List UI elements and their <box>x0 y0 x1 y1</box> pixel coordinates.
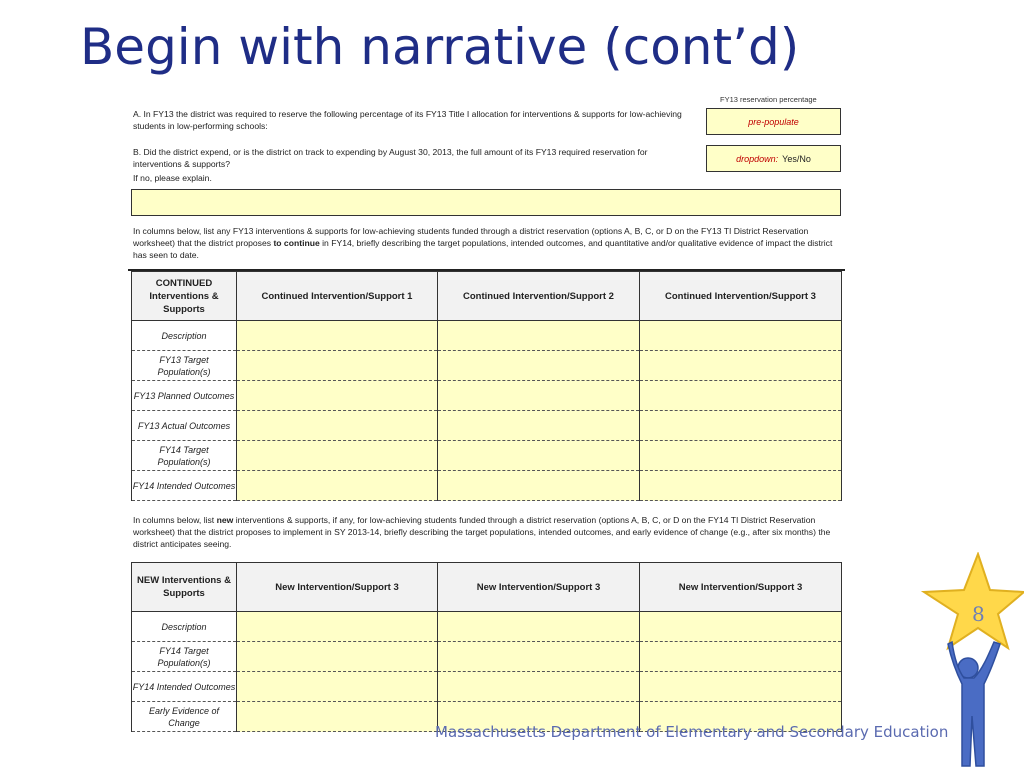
input-cell[interactable] <box>438 612 640 642</box>
row-label: FY14 Target Population(s) <box>132 441 237 471</box>
dropdown-prefix: dropdown: <box>736 153 779 164</box>
column-header: New Intervention/Support 3 <box>237 563 438 612</box>
row-label: Description <box>132 321 237 351</box>
table-header-row <box>132 272 842 321</box>
input-cell[interactable] <box>237 702 438 732</box>
input-cell[interactable] <box>438 642 640 672</box>
continued-interventions-table <box>131 271 842 501</box>
input-cell[interactable] <box>640 672 842 702</box>
column-header: Continued Intervention/Support 3 <box>640 272 842 321</box>
question-b-explain: If no, please explain. <box>133 173 212 183</box>
row-label: FY13 Planned Outcomes <box>132 381 237 411</box>
table-row <box>132 321 842 351</box>
row-label: FY13 Target Population(s) <box>132 351 237 381</box>
star-icon <box>924 554 1024 648</box>
question-a: A. In FY13 the district was required to reserve the following percentage of its FY13 Title I allocation for interventions & supports for low-achieving students in low-performing schools: <box>133 109 682 131</box>
input-cell[interactable] <box>438 471 640 501</box>
input-cell[interactable] <box>438 321 640 351</box>
table-row <box>132 411 842 441</box>
input-cell[interactable] <box>438 351 640 381</box>
table-row <box>132 471 842 501</box>
input-cell[interactable] <box>640 411 842 441</box>
person-icon <box>948 642 1000 766</box>
question-b: B. Did the district expend, or is the district on track to expending by August 30, 2013, the full amount of its FY13 required reservation for interventions & supports? <box>133 147 648 169</box>
input-cell[interactable] <box>640 381 842 411</box>
slide-title: Begin with narrative (cont’d) <box>80 18 800 76</box>
input-cell[interactable] <box>640 351 842 381</box>
input-cell[interactable] <box>237 441 438 471</box>
row-label: Description <box>132 612 237 642</box>
input-cell[interactable] <box>438 441 640 471</box>
input-cell[interactable] <box>640 471 842 501</box>
table-row <box>132 612 842 642</box>
input-cell[interactable] <box>438 411 640 441</box>
input-cell[interactable] <box>237 351 438 381</box>
continued-intro: In columns below, list any FY13 interventions & supports for low-achieving students funded through a district reservation (options A, B, C, or D on the FY13 TI District Reservation worksheet) that the district proposes to continue in FY14, briefly describing the target populations, intended outcomes, and quantitative and/or qualitative evidence of impact the district has seen to date. <box>133 226 833 260</box>
column-header: Continued Intervention/Support 1 <box>237 272 438 321</box>
row-label: FY13 Actual Outcomes <box>132 411 237 441</box>
expend-dropdown[interactable] <box>706 145 841 172</box>
table-row <box>132 642 842 672</box>
input-cell[interactable] <box>237 612 438 642</box>
new-interventions-table <box>131 562 842 732</box>
input-cell[interactable] <box>640 441 842 471</box>
page-number: 8 <box>972 602 985 626</box>
row-label: FY14 Intended Outcomes <box>132 672 237 702</box>
input-cell[interactable] <box>237 381 438 411</box>
explain-field[interactable] <box>131 189 841 216</box>
input-cell[interactable] <box>640 642 842 672</box>
table-row <box>132 441 842 471</box>
row-label: FY14 Target Population(s) <box>132 642 237 672</box>
column-header: New Intervention/Support 3 <box>640 563 842 612</box>
row-label: Early Evidence of Change <box>132 702 237 732</box>
input-cell[interactable] <box>438 381 640 411</box>
reservation-label: FY13 reservation percentage <box>720 95 817 104</box>
input-cell[interactable] <box>640 612 842 642</box>
input-cell[interactable] <box>237 411 438 441</box>
star-person-icon <box>918 552 1024 768</box>
table-header-row <box>132 563 842 612</box>
table-row <box>132 672 842 702</box>
input-cell[interactable] <box>237 471 438 501</box>
new-intro: In columns below, list new interventions & supports, if any, for low-achieving students funded through a district reservation (options A, B, C, or D on the FY14 TI District Reservation worksheet) that the district proposes to implement in SY 2013-14, briefly describing the target populations, intended outcomes, and early evidence of change (e.g., after six months) the district anticipates seeing. <box>133 515 831 549</box>
reservation-percentage-field[interactable]: pre-populate <box>706 108 841 135</box>
table-row <box>132 381 842 411</box>
table-corner-header: CONTINUED Interventions & Supports <box>132 272 237 321</box>
column-header: Continued Intervention/Support 2 <box>438 272 640 321</box>
input-cell[interactable] <box>237 642 438 672</box>
input-cell[interactable] <box>640 321 842 351</box>
row-label: FY14 Intended Outcomes <box>132 471 237 501</box>
dropdown-value: Yes/No <box>782 153 811 164</box>
input-cell[interactable] <box>438 672 640 702</box>
table-row <box>132 351 842 381</box>
footer-text: Massachusetts Department of Elementary and Secondary Education <box>435 723 949 741</box>
column-header: New Intervention/Support 3 <box>438 563 640 612</box>
table-corner-header: NEW Interventions & Supports <box>132 563 237 612</box>
input-cell[interactable] <box>237 321 438 351</box>
input-cell[interactable] <box>237 672 438 702</box>
